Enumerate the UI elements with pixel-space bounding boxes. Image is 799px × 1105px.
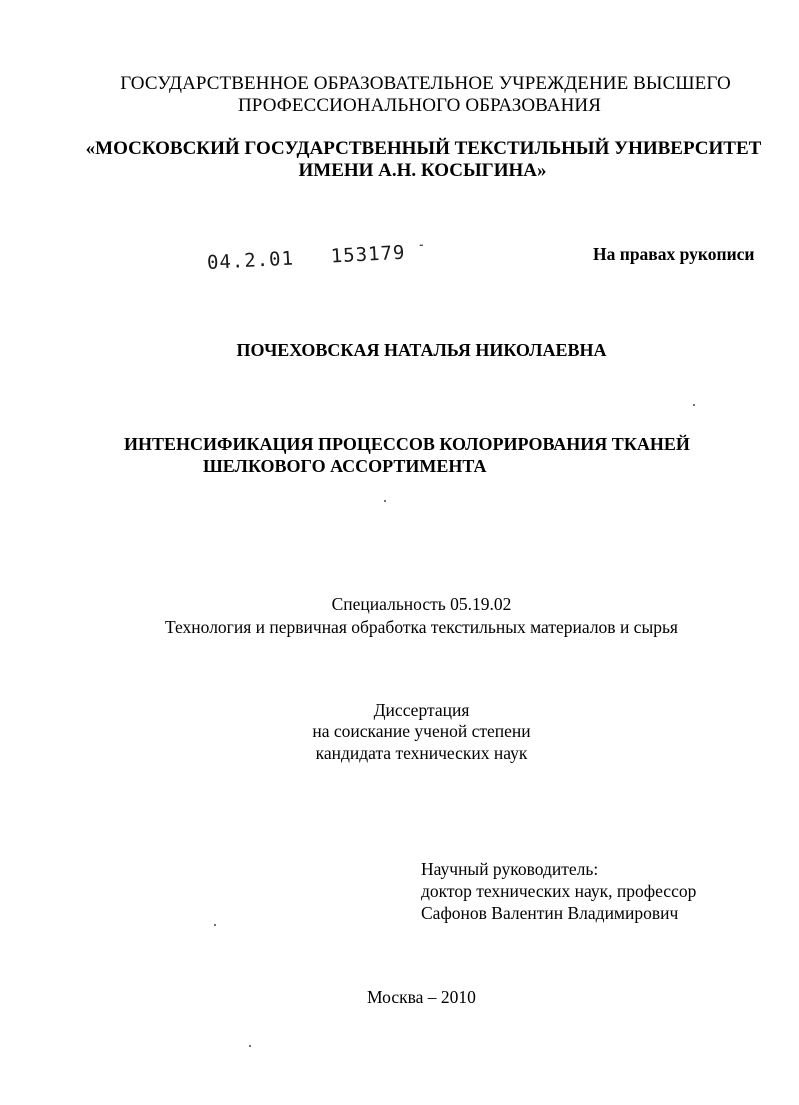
dissertation-field-line: кандидата технических наук [315,743,528,763]
stamp-date: 04.2.01 [206,247,295,274]
scan-speck [384,500,386,502]
dissertation-degree-line: на соискание ученой степени [312,721,531,741]
scan-speck [249,1045,251,1047]
scan-speck [693,404,695,406]
specialty-code: Специальность 05.19.02 [331,594,512,614]
stamp-mark: - [417,237,427,253]
supervisor-label: Научный руководитель: [421,859,599,879]
university-line-2: ИМЕНИ А.Н. КОСЫГИНА» [298,160,547,181]
author-name: ПОЧЕХОВСКАЯ НАТАЛЬЯ НИКОЛАЕВНА [236,340,607,360]
title-line-2: ШЕЛКОВОГО АССОРТИМЕНТА [203,456,487,476]
dissertation-label: Диссертация [373,700,470,720]
title-line-1: ИНТЕНСИФИКАЦИЯ ПРОЦЕССОВ КОЛОРИРОВАНИЯ ТКАНЕЙ [124,434,690,454]
specialty-name: Технология и первичная обработка текстильных материалов и сырья [165,617,678,637]
city-year: Москва – 2010 [367,987,476,1007]
registration-stamp [206,237,427,274]
supervisor-name: Сафонов Валентин Владимирович [421,903,679,923]
university-line-1: «МОСКОВСКИЙ ГОСУДАРСТВЕННЫЙ ТЕКСТИЛЬНЫЙ УНИВЕРСИТЕТ [85,138,762,159]
stamp-number: 153179 [330,241,406,268]
scan-speck [214,924,216,926]
institution-line-2: ПРОФЕССИОНАЛЬНОГО ОБРАЗОВАНИЯ [237,95,601,116]
institution-line-1: ГОСУДАРСТВЕННОЕ ОБРАЗОВАТЕЛЬНОЕ УЧРЕЖДЕНИЕ ВЫСШЕГО [120,73,731,94]
rights-note: На правах рукописи [593,244,755,264]
supervisor-degree: доктор технических наук, профессор [421,881,697,901]
